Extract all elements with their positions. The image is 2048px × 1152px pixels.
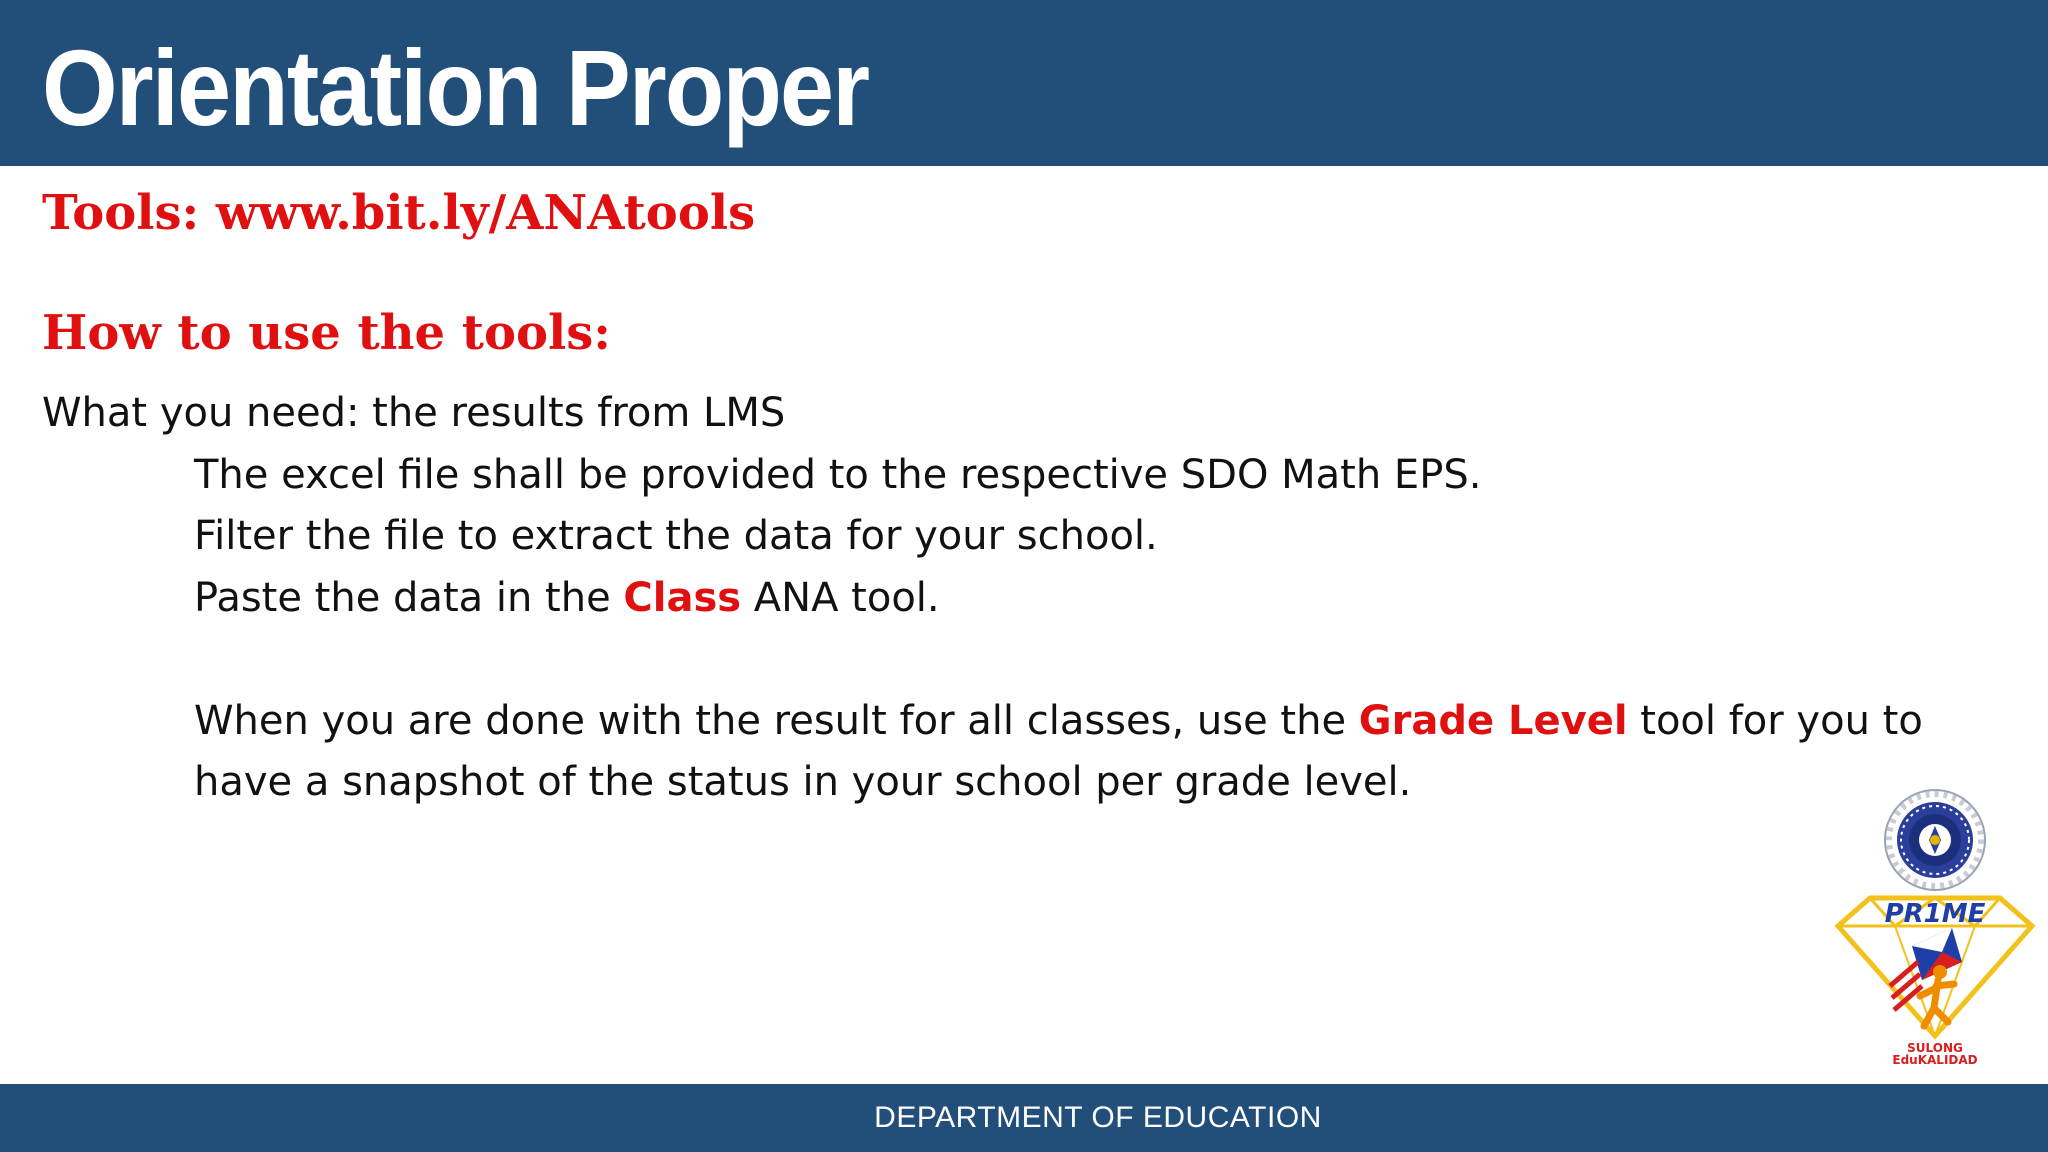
prime-brand-text: PR1ME xyxy=(1884,899,1986,929)
what-you-need-text: What you need: the results from LMS xyxy=(42,390,786,436)
final-note-before: When you are done with the result for all classes, use the xyxy=(194,698,1359,744)
slide-title: Orientation Proper xyxy=(42,27,869,148)
final-note-after: tool for you to xyxy=(1627,698,1923,744)
edukalidad-text: EduKALIDAD xyxy=(1892,1053,1978,1067)
sulong-text: SULONG xyxy=(1907,1041,1963,1055)
step-paste-before: Paste the data in the xyxy=(194,575,624,621)
step-paste-after: ANA tool. xyxy=(741,575,940,621)
prime-logo-icon xyxy=(1830,786,2040,1072)
step-filter-file: Filter the file to extract the data for your school. xyxy=(194,513,1158,559)
how-to-heading: How to use the tools: xyxy=(42,305,611,361)
final-note-line-2: have a snapshot of the status in your school per grade level. xyxy=(194,759,1412,805)
footer-text: DEPARTMENT OF EDUCATION xyxy=(874,1101,1322,1134)
step-provide-excel: The excel file shall be provided to the respective SDO Math EPS. xyxy=(194,452,1482,498)
deped-seal-icon xyxy=(1885,790,1985,890)
grade-level-highlight: Grade Level xyxy=(1358,698,1628,744)
final-note-line-1 xyxy=(194,696,1923,746)
class-highlight: Class xyxy=(623,575,742,621)
tools-link[interactable]: Tools: www.bit.ly/ANAtools xyxy=(42,185,756,241)
step-paste-data xyxy=(194,573,940,623)
